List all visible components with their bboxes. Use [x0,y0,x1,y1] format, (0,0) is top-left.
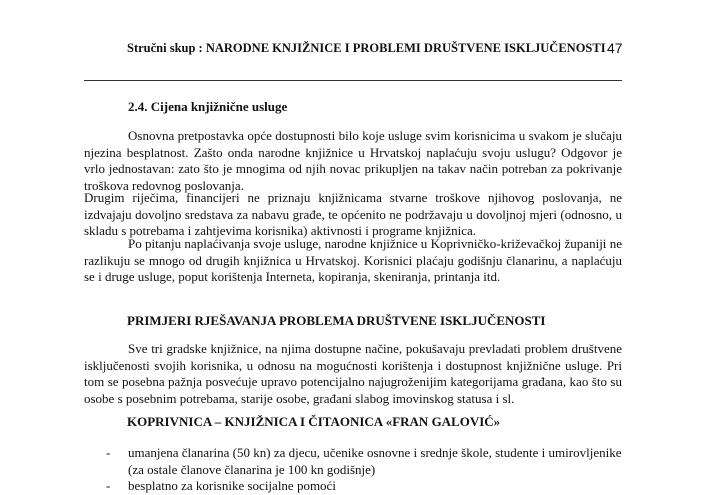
bullet-marker: - [106,445,111,460]
list-item-text: besplatno za korisnike socijalne pomoći [128,478,336,493]
paragraph-fees: Po pitanju naplaćivanja svoje usluge, narodne knjižnice u Koprivničko-križevačkoj županiji ne razlikuju se mnogo od drugih knjižnica u Hrvatskoj. Korisnici plaćaju godišnju članarinu, a naplaćuju se i druge usluge, poput korištenja Interneta, kopiranja, skeniranja, printanja itd. [84,236,622,284]
library-heading: KOPRIVNICA – KNJIŽNICA I ČITAONICA «FRAN GALOVIĆ» [127,414,501,429]
section-heading: PRIMJERI RJEŠAVANJA PROBLEMA DRUŠTVENE ISKLJUČENOSTI [127,313,546,328]
list-item-text: umanjena članarina (50 kn) za djecu, učenike osnovne i srednje škole, studente i umirovljenike (za ostale članove članarina je 100 kn godišnje) [128,445,622,477]
paragraph-city-libraries: Sve tri gradske knjižnice, na njima dostupne načine, pokušavaju prevladati problem društvene isključenosti svojih korisnika, u odnosu na mogućnosti korištenja i dostupnost knjižnične usluge. Pri tom se posebna pažnja posvećuje upravo potencijalno najugroženijim kategorijama građana, kao što su osobe s posebnim potrebama, starije osobe, građani slabog imovinskog statusa i sl. [84,341,622,406]
header-rule [84,80,622,81]
running-header-title: Stručni skup : NARODNE KNJIŽNICE I PROBLEMI DRUŠTVENE ISKLJUČENOSTI [127,41,606,55]
list-item [84,445,622,478]
bullet-marker: - [106,478,111,493]
paragraph-free-access: Osnovna pretpostavka opće dostupnosti bilo koje usluge svim korisnicima u svakom je slučaju njezina besplatnost. Zašto onda narodne knjižnice u Hrvatskoj naplaćuju svoju uslugu? Odgovor je vrlo jednostavan: zato što je mnogima od njih novac prikupljen na takav način potreban za pokrivanje troškova redovnog poslovanja. [84,128,622,193]
page-number: 47 [607,40,623,56]
list-item [84,478,622,495]
paragraph-funding: Drugim riječima, financijeri ne priznaju knjižnicama stvarne troškove njihovog poslovanja, ne izdvajaju dovoljno sredstava za nabavu građe, te općenito ne podržavaju u dovoljnoj mjeri (odnosno, u skladu s potrebama i zahtjevima korisnika) aktivnosti i programe knjižnica. [84,190,622,238]
fee-bullet-list [84,445,622,495]
subsection-heading: 2.4. Cijena knjižnične usluge [128,99,288,114]
